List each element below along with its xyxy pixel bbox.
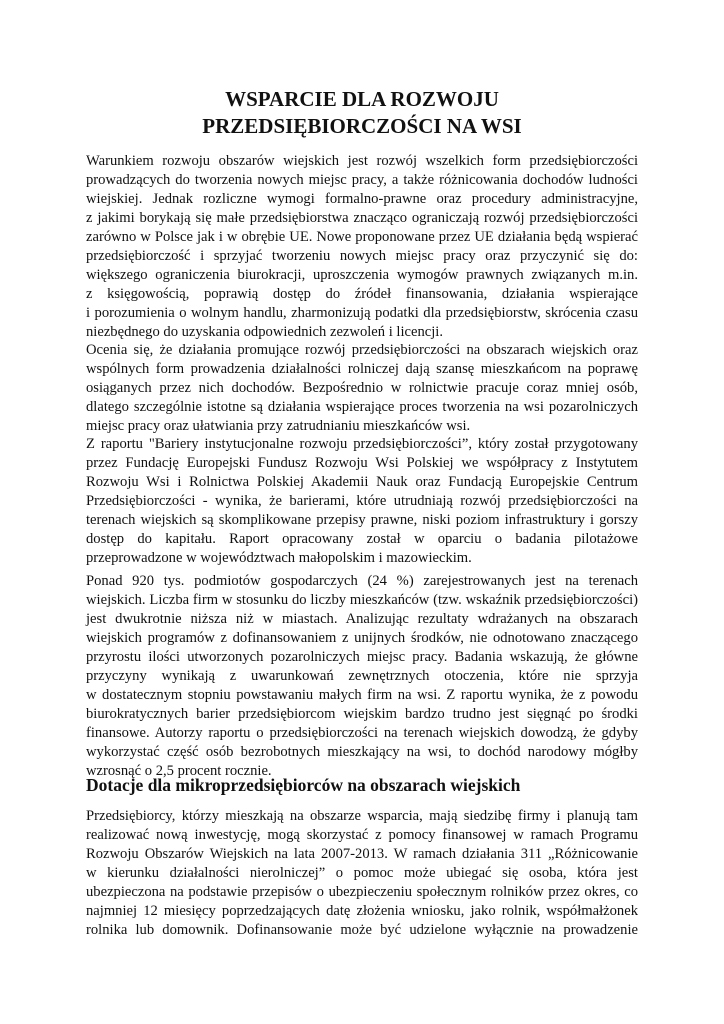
text-line: terenach wiejskich są skomplikowane przepisy prawne, niski poziom infrastruktury i gorszy <box>86 512 638 528</box>
text-line: wykorzystać część osób bezrobotnych mieszkający na wsi, to dochód narodowy mógłby <box>86 744 638 760</box>
paragraph-statistics <box>86 572 638 781</box>
text-line: Rozwoju Wsi i Rolnictwa Polskiej Akademii Nauk oraz Fundacją Europejskie Centrum <box>86 474 638 490</box>
paragraph-report <box>86 435 638 568</box>
paragraph-grants <box>86 807 638 940</box>
text-line: ubezpieczona na podstawie przepisów o ubezpieczeniu społecznym rolników przez okres, co <box>86 884 638 900</box>
text-line: miejsc pracy oraz ułatwiania przy zatrudnianiu mieszkańców wsi. <box>86 418 471 434</box>
text-line: Przedsiębiorczości - wynika, że barierami, które utrudniają rozwój przedsiębiorczości na <box>86 493 638 509</box>
title-line: PRZEDSIĘBIORCZOŚCI NA WSI <box>202 114 522 138</box>
text-line: wzrosnąć o 2,5 procent rocznie. <box>86 763 272 779</box>
text-line: biurokratycznych barier przedsiębiorcom wiejskim bardzo trudno jest sięgnąć po środki <box>86 706 638 722</box>
document-title <box>86 86 638 140</box>
text-line: rolnika lub domownik. Dofinansowanie może być udzielone wyłącznie na prowadzenie <box>86 922 638 938</box>
text-line: przeprowadzone w województwach małopolskim i mazowieckim. <box>86 550 472 566</box>
text-line: wiejskiej. Jednak rozliczne wymogi formalno-prawne oraz procedury administracyjne, <box>86 191 638 207</box>
text-line: Przedsiębiorcy, którzy mieszkają na obszarze wsparcia, mają siedzibę firmy i planują tam <box>86 808 638 824</box>
paragraph-activities <box>86 341 638 436</box>
text-line: wiejskich. Liczba firm w stosunku do liczby mieszkańców (tzw. wskaźnik przedsiębiorczości) <box>86 592 638 608</box>
section-heading: Dotacje dla mikroprzedsiębiorców na obszarach wiejskich <box>86 775 521 795</box>
title-line: WSPARCIE DLA ROZWOJU <box>225 87 499 111</box>
text-line: i porozumienia o wolnym handlu, zharmonizują podatki dla przedsiębiorstw, skrócenia czasu <box>86 305 638 321</box>
text-line: realizować nową inwestycję, mogą skorzystać z pomocy finansowej w ramach Programu <box>86 827 638 843</box>
text-line: przyrostu ilości utworzonych pozarolniczych miejsc pracy. Badania wskazują, że główne <box>86 649 638 665</box>
text-line: Rozwoju Obszarów Wiejskich na lata 2007-2013. W ramach działania 311 „Różnicowanie <box>86 846 638 862</box>
text-line: najmniej 12 miesięcy poprzedzających datę złożenia wniosku, jako rolnik, współmałżonek <box>86 903 638 919</box>
text-line: dostęp do kapitału. Raport opracowany został w oparciu o badania pilotażowe <box>86 531 638 547</box>
text-line: z księgowością, poprawią dostęp do źródeł finansowania, działania wspierające <box>86 286 638 302</box>
text-line: wiejskich programów z dofinansowaniem z unijnych środków, nie odnotowano znaczącego <box>86 630 638 646</box>
text-line: w kierunku działalności nierolniczej” o pomoc może ubiegać się osoba, która jest <box>86 865 638 881</box>
text-line: zarówno w Polsce jak i w obrębie UE. Nowe proponowane przez UE działania będą wspierać <box>86 229 638 245</box>
paragraph-intro <box>86 152 638 342</box>
text-line: osiąganych przez nich dochodów. Bezpośrednio w rolnictwie pracuje coraz mniej osób, <box>86 380 638 396</box>
text-line: prowadzących do tworzenia nowych miejsc pracy, a także różnicowania dochodów ludności <box>86 172 638 188</box>
text-line: wspólnych form prowadzenia działalności rolniczej dają szansę mieszkańcom na poprawę <box>86 361 638 377</box>
text-line: większego ograniczenia biurokracji, uproszczenia wymogów prawnych związanych m.in. <box>86 267 638 283</box>
text-line: w dostatecznym stopniu powstawaniu małych firm na wsi. Z raportu wynika, że z powodu <box>86 687 638 703</box>
text-line: Ponad 920 tys. podmiotów gospodarczych (24 %) zarejestrowanych jest na terenach <box>86 573 638 589</box>
text-line: Ocenia się, że działania promujące rozwój przedsiębiorczości na obszarach wiejskich oraz <box>86 342 638 358</box>
text-line: jest dwukrotnie niższa niż w miastach. Analizując rezultaty wdrażanych na obszarach <box>86 611 638 627</box>
text-line: Z raportu "Bariery instytucjonalne rozwoju przedsiębiorczości”, który został przygotowany <box>86 436 638 452</box>
text-line: przez Fundację Europejski Fundusz Rozwoju Wsi Polskiej we współpracy z Instytutem <box>86 455 638 471</box>
text-line: z jakimi borykają się małe przedsiębiorstwa znacząco ograniczają rozwój przedsiębiorczości <box>86 210 638 226</box>
text-line: finansowe. Autorzy raportu o przedsiębiorczości na terenach wiejskich dowodzą, że gdyby <box>86 725 638 741</box>
text-line: dlatego szczególnie istotne są działania wspierające proces tworzenia na wsi pozarolniczych <box>86 399 638 415</box>
text-line: niezbędnego do uzyskania odpowiednich zezwoleń i licencji. <box>86 324 444 340</box>
text-line: Warunkiem rozwoju obszarów wiejskich jest rozwój wszelkich form przedsiębiorczości <box>86 153 638 169</box>
text-line: przedsiębiorczość i sprzyjać tworzeniu nowych miejsc pracy oraz przyczynić się do: <box>86 248 638 264</box>
text-line: przyczyny wynikają z uwarunkowań zewnętrznych otoczenia, które nie sprzyja <box>86 668 638 684</box>
